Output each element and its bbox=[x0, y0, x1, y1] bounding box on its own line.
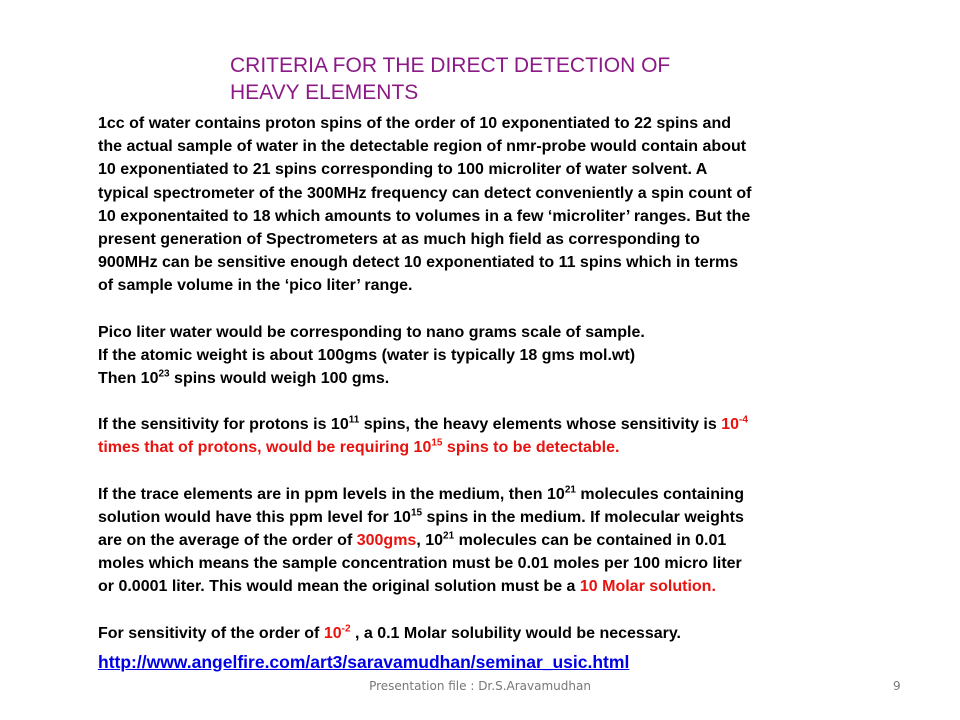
text-segment: molecules can be contained in 0.01 bbox=[454, 532, 727, 550]
text-segment: spins in the medium. If molecular weights bbox=[422, 508, 744, 526]
reference-link[interactable]: http://www.angelfire.com/art3/saravamudhan/seminar_usic.html bbox=[98, 651, 630, 672]
text-segment: spins, the heavy elements whose sensitivity is bbox=[359, 416, 722, 434]
superscript: 11 bbox=[348, 414, 360, 426]
text-line: 10 exponentiated to 21 spins corresponding to 100 microliter of water solvent. A bbox=[98, 161, 708, 179]
slide-title-line-2: HEAVY ELEMENTS bbox=[230, 81, 419, 104]
text-line: 10 exponentaited to 18 which amounts to volumes in a few ‘microliter’ ranges. But the bbox=[98, 207, 751, 225]
text-segment: molecules containing bbox=[575, 485, 744, 503]
text-line: 1cc of water contains proton spins of the order of 10 exponentiated to 22 spins and bbox=[98, 115, 731, 132]
highlight-text: 10 bbox=[323, 624, 342, 642]
slide-title-line-1: CRITERIA FOR THE DIRECT DETECTION OF bbox=[230, 54, 671, 77]
superscript: 21 bbox=[443, 530, 455, 542]
superscript: 15 bbox=[431, 438, 443, 450]
text-segment: If the trace elements are in ppm levels in the medium, then 10 bbox=[98, 485, 565, 503]
text-line: of sample volume in the ‘pico liter’ range. bbox=[98, 277, 413, 295]
slide-title bbox=[230, 52, 790, 106]
text-line: If the atomic weight is about 100gms (water is typically 18 gms mol.wt) bbox=[98, 346, 636, 364]
paragraph-trace-elements bbox=[98, 483, 868, 599]
text-segment: or 0.0001 liter. This would mean the original solution must be a bbox=[98, 578, 580, 596]
paragraph-sensitivity bbox=[98, 413, 868, 459]
page-number: 9 bbox=[893, 679, 901, 693]
superscript: -4 bbox=[739, 414, 748, 426]
text-line: Then 10 bbox=[98, 370, 159, 388]
text-line: Pico liter water would be corresponding to nano grams scale of sample. bbox=[98, 323, 645, 341]
slide-body bbox=[98, 112, 868, 675]
highlight-text: times that of protons, would be requiring 10 bbox=[98, 439, 432, 457]
text-line: typical spectrometer of the 300MHz frequency can detect conveniently a spin count of bbox=[98, 184, 752, 202]
text-line: moles which means the sample concentration must be 0.01 moles per 100 micro liter bbox=[98, 555, 742, 573]
text-line: 900MHz can be sensitive enough detect 10 exponentiated to 11 spins which in terms bbox=[98, 254, 739, 272]
superscript: -2 bbox=[341, 623, 351, 635]
superscript: 15 bbox=[410, 507, 423, 519]
text-segment: For sensitivity of the order of bbox=[98, 624, 324, 642]
text-segment: , 10 bbox=[416, 532, 444, 550]
text-segment: , a 0.1 Molar solubility would be necessary. bbox=[350, 624, 681, 642]
highlight-text: 300gms bbox=[356, 532, 417, 550]
superscript: 23 bbox=[158, 368, 170, 380]
text-line: the actual sample of water in the detectable region of nmr-probe would contain about bbox=[98, 138, 747, 156]
paragraph-pico-liter bbox=[98, 321, 868, 391]
text-line: present generation of Spectrometers at as much high field as corresponding to bbox=[98, 231, 700, 249]
highlight-text: 10 bbox=[721, 416, 740, 434]
text-segment: solution would have this ppm level for 10 bbox=[98, 508, 411, 526]
highlight-text: 10 Molar solution. bbox=[579, 578, 716, 596]
footer-text: Presentation file : Dr.S.Aravamudhan bbox=[369, 679, 591, 693]
highlight-text: spins to be detectable. bbox=[442, 439, 620, 457]
text-segment: are on the average of the order of bbox=[98, 532, 357, 550]
text-segment: If the sensitivity for protons is 10 bbox=[98, 416, 349, 434]
superscript: 21 bbox=[564, 484, 576, 496]
paragraph-spin-counts bbox=[98, 112, 868, 298]
paragraph-solubility bbox=[98, 622, 868, 675]
text-line: spins would weigh 100 gms. bbox=[169, 370, 390, 388]
